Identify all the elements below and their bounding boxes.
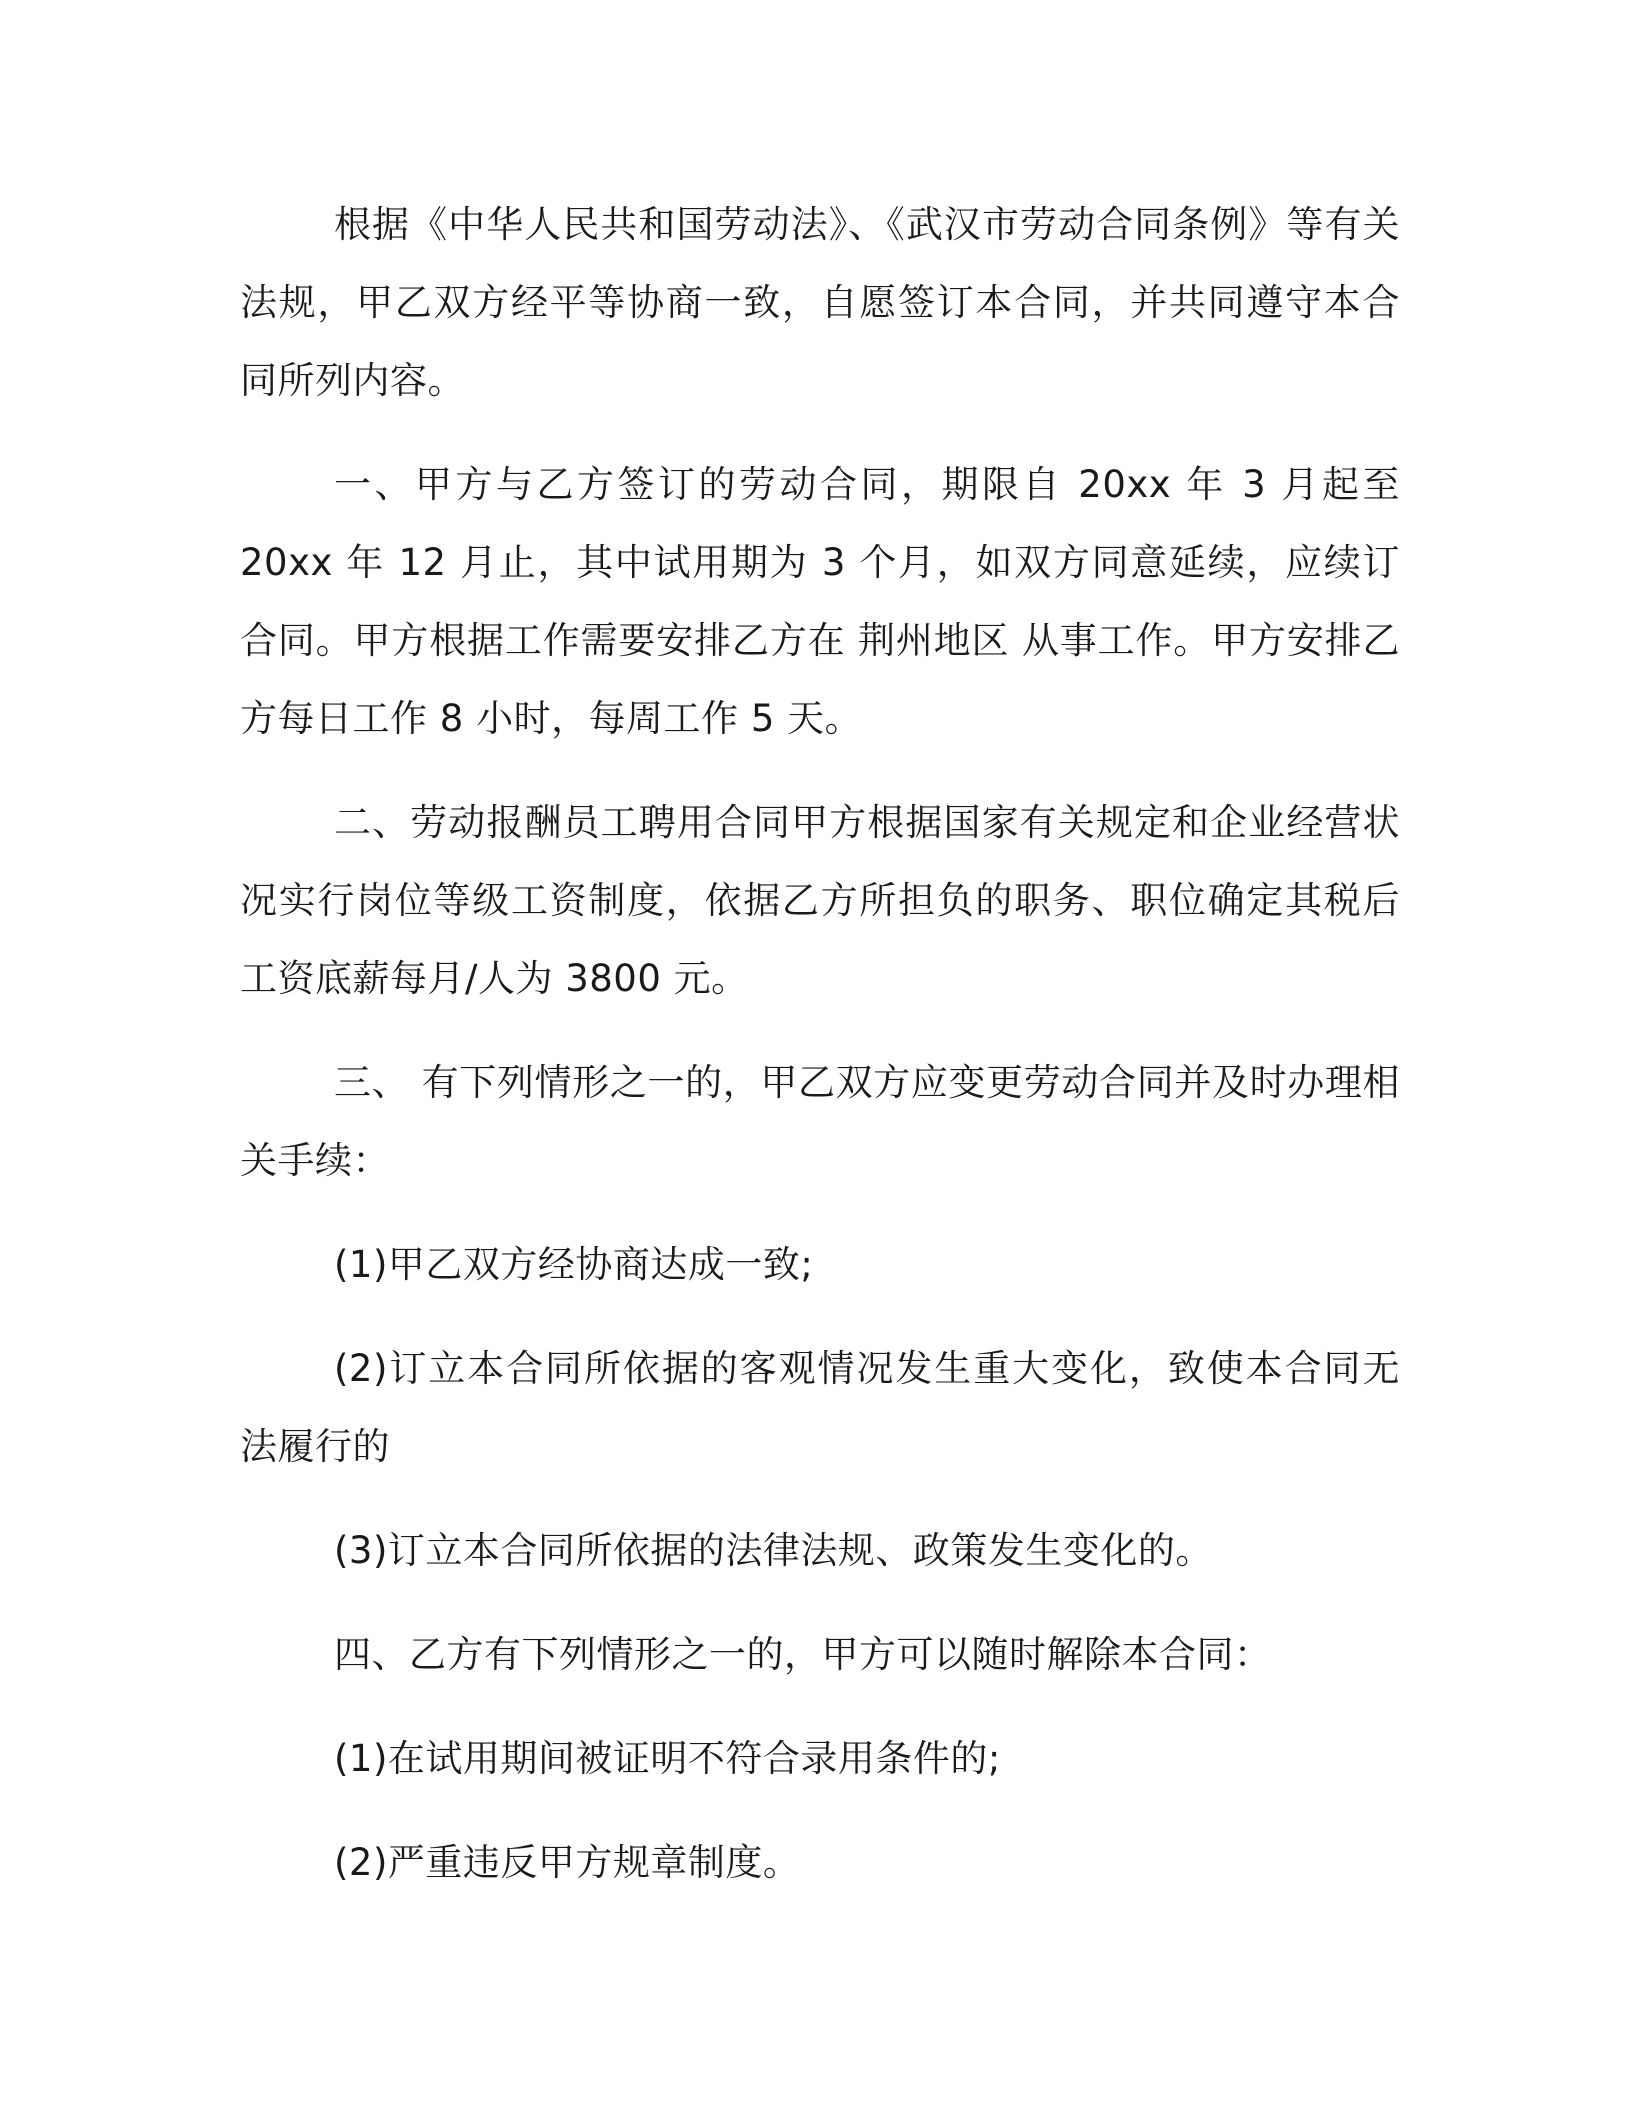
document-body	[240, 186, 1400, 1928]
paragraph-clause-3-item-2: (2)订立本合同所依据的客观情况发生重大变化，致使本合同无法履行的	[240, 1347, 1400, 1468]
paragraph-clause-4: 四、乙方有下列情形之一的，甲方可以随时解除本合同：	[334, 1633, 1272, 1676]
paragraph-clause-3-item-1: (1)甲乙双方经协商达成一致;	[334, 1243, 814, 1286]
paragraph-clause-1: 一、甲方与乙方签订的劳动合同，期限自 20xx 年 3 月起至 20xx 年 12 月止，其中试用期为 3 个月，如双方同意延续，应续订合同。甲方根据工作需要安排乙方在 荆州地区 从事工作。甲方安排乙方每日工作 8 小时，每周工作 5 天。	[240, 463, 1400, 740]
paragraph-clause-3-item-3: (3)订立本合同所依据的法律法规、政策发生变化的。	[334, 1529, 1213, 1572]
paragraph-clause-4-item-2: (2)严重违反甲方规章制度。	[334, 1841, 801, 1884]
paragraph-clause-2: 二、劳动报酬员工聘用合同甲方根据国家有关规定和企业经营状况实行岗位等级工资制度，依据乙方所担负的职务、职位确定其税后工资底薪每月/人为 3800 元。	[240, 801, 1400, 1000]
paragraph-clause-4-item-1: (1)在试用期间被证明不符合录用条件的;	[334, 1737, 1001, 1780]
paragraph-clause-3: 三、 有下列情形之一的，甲乙双方应变更劳动合同并及时办理相关手续：	[240, 1061, 1400, 1182]
paragraph-preamble: 根据《中华人民共和国劳动法》、《武汉市劳动合同条例》等有关法规，甲乙双方经平等协商一致，自愿签订本合同，并共同遵守本合同所列内容。	[240, 203, 1400, 402]
